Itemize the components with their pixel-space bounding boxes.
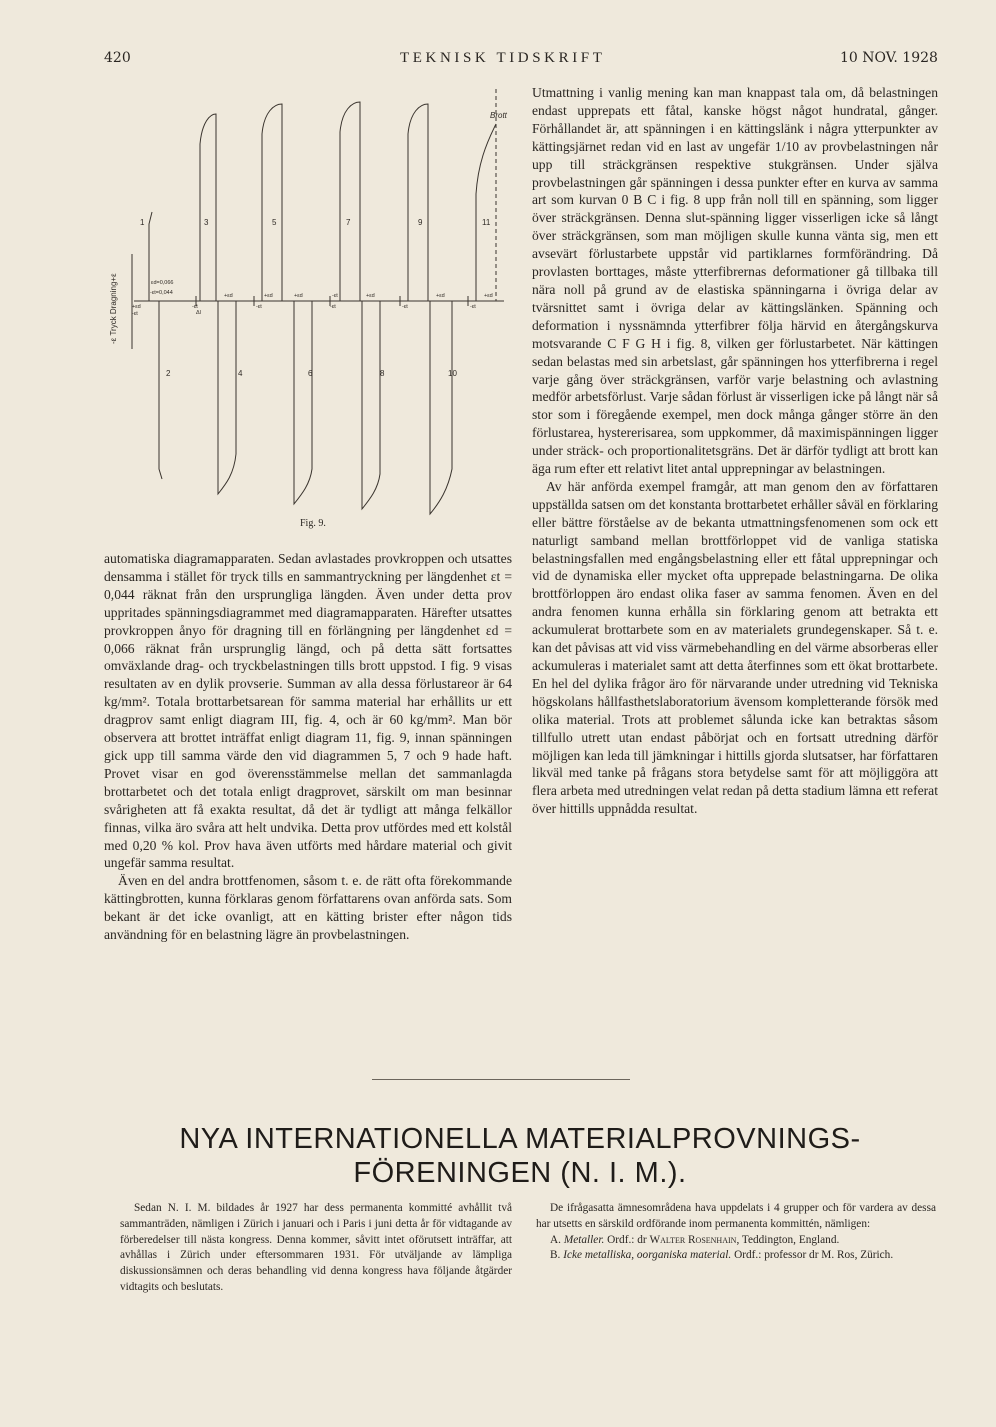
item-chair: Ordf.: professor dr M. Ros, Zürich. (734, 1249, 894, 1262)
curve-number-5: 5 (272, 218, 277, 227)
curve-number-10: 10 (448, 369, 457, 378)
list-item (536, 1233, 936, 1249)
right-column (532, 84, 938, 818)
item-chair-prefix: Ordf.: dr (607, 1233, 647, 1246)
curve-9 (408, 104, 428, 301)
curve-2 (159, 301, 162, 479)
break-label: Brott (490, 111, 507, 120)
curve-number-11: 11 (482, 218, 491, 227)
item-letter: A. (550, 1233, 561, 1246)
curve-number-9: 9 (418, 218, 423, 227)
curve-number-2: 2 (166, 369, 171, 378)
strain-label: +εd (366, 293, 375, 299)
section-title-line-2: FÖRENINGEN (N. I. M.). (353, 1157, 687, 1189)
item-chair-name: Walter Rosenhain (649, 1233, 737, 1246)
section-title-line-1: NYA INTERNATIONELLA MATERIALPROVNINGS- (179, 1123, 861, 1155)
strain-label: -εt (132, 311, 138, 317)
strain-label: -εt (192, 304, 198, 310)
strain-label: -εt (332, 293, 338, 299)
strain-label: +εd (224, 293, 233, 299)
curve-10 (430, 301, 452, 514)
strain-label: Δl (196, 310, 201, 316)
curve-11 (476, 124, 496, 301)
curve-number-8: 8 (380, 369, 385, 378)
issue-date: 10 NOV. 1928 (840, 50, 938, 66)
paragraph: Sedan N. I. M. bildades år 1927 har dess permanenta kommitté avhållit två sammanträden, nämligen i Zürich i januari och i Paris i juni detta år för vidtagande av förberedelser till nästa kongress. Denna kommer, såvitt intet oförutsett inträffar, att avhållas i Zürich under eftersommaren 1931. För utväljande av lämpliga diskussionsämnen och deras behandling vid denna kongress hava följande åtgärder vidtagits och beslutats. (120, 1202, 512, 1293)
paragraph: automatiska diagramapparaten. Sedan avlastades provkroppen och utsattes densamma i stället för tryck tills en sammantryckning per längdenhet εt = 0,044 räknat från den ursprungliga längden. Även under detta prov uppritades spänningsdiagrammet med diagramapparaten. Härefter utsattes provkroppen ånyo för dragning till en förlängning per längdenhet εd = 0,066 räknat från ursprunglig längd, och på detta sätt fortsattes omväxlande drag- och tryckbelastningen tills brott uppstod. I fig. 9 visas resultaten av en dylik provserie. Summan av alla dessa förlustareor är 64 kg/mm². Totala brottarbetsarean för samma material har erhållits ur ett dragprov samt enligt diagram III, fig. 4, och är 60 kg/mm². Man bör observera att brottet inträffat enligt diagram 11, fig. 9, innan spänningen gick upp till samma värde den vid diagrammen 5, 7 och 9 hade haft. Provet visar en god överensstämmelse mellan det sammanlagda brottarbetet och det totala enligt dragprovet, särskilt om man besinnar svårigheten att få exakta resultat, då det är tydligt att många felkällor finnas, vilka äro svåra att helt undvika. Detta prov utfördes med ett kolstål med 0,20 % kol. Prov hava även utförts med hårdare material och givit ungefär samma resultat. (104, 551, 512, 871)
strain-label: +εd (484, 293, 493, 299)
item-letter: B. (550, 1249, 561, 1262)
section-right-column (536, 1201, 936, 1264)
strain-label: -εt (470, 304, 476, 310)
left-column (104, 550, 512, 944)
item-subject: Metaller. (563, 1233, 605, 1246)
strain-label: εd=0,066 (151, 280, 174, 286)
strain-label: +εd (294, 293, 303, 299)
curve-5 (262, 104, 282, 301)
paragraph: De ifrågasatta ämnesområdena hava uppdelats i 4 grupper och för vardera av dessa har utsetts en särskild ordförande inom permanenta kommittén, nämligen: (536, 1202, 936, 1230)
curve-1 (149, 212, 152, 301)
strain-label: -εt (256, 304, 262, 310)
figure-caption: Fig. 9. (300, 518, 326, 529)
journal-title: TEKNISK TIDSKRIFT (400, 50, 606, 66)
curve-number-4: 4 (238, 369, 243, 378)
item-place: , Teddington, England. (736, 1233, 840, 1246)
strain-label: +εd (264, 293, 273, 299)
strain-label: -εt (402, 304, 408, 310)
page-number: 420 (104, 50, 131, 66)
curve-6 (294, 301, 312, 504)
strain-label: +εd (436, 293, 445, 299)
strain-label: -εt=0,044 (150, 290, 173, 296)
item-subject: Icke metalliska, oorganiska material. (563, 1249, 732, 1262)
strain-label: +εd (132, 304, 141, 310)
list-item (536, 1248, 936, 1264)
curve-number-7: 7 (346, 218, 351, 227)
curve-number-1: 1 (140, 218, 145, 227)
curve-number-6: 6 (308, 369, 313, 378)
curve-number-3: 3 (204, 218, 209, 227)
figure-9-diagram (104, 84, 514, 524)
axis-label: -ε Tryck Dragning+ε (109, 273, 118, 344)
curve-8 (362, 301, 380, 509)
curve-7 (340, 102, 360, 301)
section-left-column (120, 1201, 512, 1296)
strain-label: -εt (330, 304, 336, 310)
paragraph: Utmattning i vanlig mening kan man knappast tala om, då belastningen endast upprepats ett fåtal, kanske högst något hundratal, gånger. Förhållandet är, att spänningen i en kättingslänk i några ytterpunkter av kättingsjärnet redan vid en last av ungefär 1/10 av provbelastningen når upp till sträckgränsen respektive stukgränsen. Under själva provbelastningen går spänningen i dessa punkter efter en kurva av samma art som kurvan 0 B C i fig. 8 upp från noll till en spänning, som ligger över sträckgränsen. Denna slut-spänning ligger visserligen icke så långt över sträckgränsen, som man möjligen skulle kunna vänta sig, men ett avsevärt förlustarbete uppstår vid partiklarnes formförändring. Då provlasten borttages, måste ytterfibrernas deformationer gå tillbaka till nära noll på grund av de elastiska spänningarna i övriga delar av tvärsnittet samt i övriga delar av kättingslänken. Spänning och deformation i nyssnämnda ytterfibrer följa härvid en återgångskurva motsvarande C F G H i fig. 8, vilken ger förlustarbetet. När kättingen sedan belastas med sin arbetslast, går spänningen hos ytterfibrerna i regel varje gång över sträckgränsen, varför varje belastning och avlastning medför arbetsförlust. Varje sådan förlust är visserligen icke på långt när så stor som i föregående exempel, men dock många gånger större än den förlustarea, hystererisarea, som uppkommer, då maximispänningen ligger under sträck- och proportionalitetsgräns. Det är därför tydligt att brott kan äga rum efter ett relativt litet antal upprepningar av belastningen. (532, 85, 938, 477)
curve-4 (218, 301, 236, 494)
section-divider (372, 1079, 630, 1080)
paragraph: Även en del andra brottfenomen, såsom t. e. de rätt ofta förekommande kättingbrotten, kunna förklaras genom författarens ovan anförda sats. Som bekant är det icke ovanligt, att en kätting brister efter någon tids användning för en belastning lägre än provbelastningen. (104, 873, 512, 943)
paragraph: Av här anförda exempel framgår, att man genom den av författaren uppställda satsen om det konstanta brottarbetet erhåller såväl en förklaring eller bättre förståelse av de bekanta utmattningsfenomenen som ock ett naturligt samband mellan brottförloppet vid de vanliga statiska belastningsfallen med engångsbelastning eller ett fåtal upprepningar och vid de dynamiska eller mycket ofta upprepade belastningarna. De olika brottförloppen äro endast olika faser av samma fenomen. Även en del andra fenomen kunna erhålla sin förklaring genom att betrakta ett ackumulerat brottarbete som en av materialets grundegenskaper. Så t. e. kan det påvisas att vid viss värmebehandling en del värme absorberas eller ackumuleras i materialet samt att detta återfinnes som ett ökat brottarbete. En hel del dylika frågor äro för närvarande under utredning vid Tekniska högskolans hållfasthetslaboratorium ävensom kompletterande försök med olika material. Trots att problemet sålunda icke kan betraktas såsom tillfullo utrett utan endast påbörjat och en fortsatt utredning därför möjligen kan leda till jämkningar i hittills gjorda slutsatser, har författaren likväl med tanke på frågans stora betydelse samt för att möjliggöra att flera arbeta med utredningen velat redan på detta stadium lämna ett referat över hittills uppnådda resultat. (532, 478, 938, 817)
curve-3 (200, 114, 216, 301)
